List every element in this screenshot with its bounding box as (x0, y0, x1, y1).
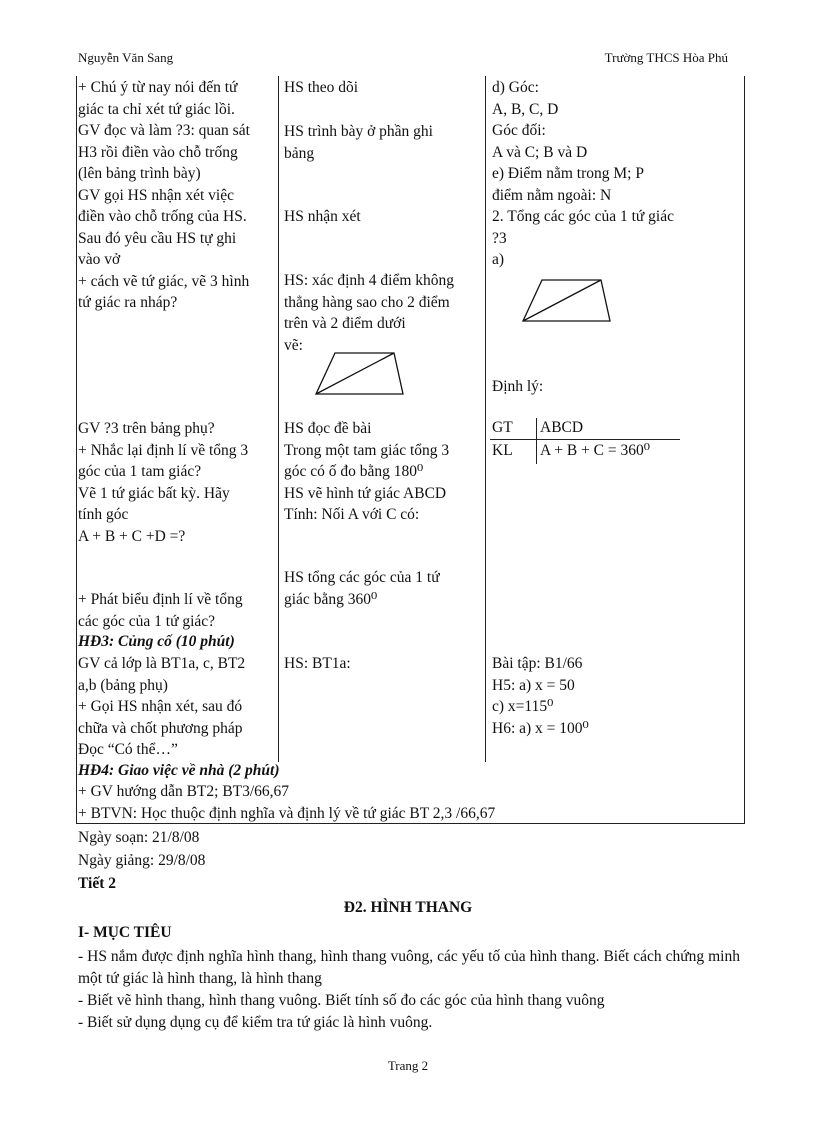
theorem-label: Định lý: (492, 378, 544, 395)
col2-block-a: HS theo dõi (284, 79, 359, 96)
ngay-soan: Ngày soạn: 21/8/08 (78, 829, 200, 846)
objective-item: - Biết sử dụng dụng cụ để kiểm tra tứ giác là hình vuông. (78, 1014, 433, 1031)
page-number: Trang 2 (387, 1058, 429, 1073)
lesson-title: Đ2. HÌNH THANG (343, 899, 473, 916)
quadrilateral-figure-1 (312, 350, 408, 398)
header-school: Trường THCS Hòa Phú (604, 50, 728, 65)
col2-block-f: HS tổng các góc của 1 tứ giác bằng 360⁰ (284, 569, 440, 608)
section-heading: I- MỤC TIÊU (78, 924, 172, 941)
kl-value: A + B + C = 360⁰ (540, 442, 650, 459)
col2-block-g: HS: BT1a: (284, 655, 351, 672)
header-author: Nguyễn Văn Sang (78, 50, 174, 65)
ngay-giang: Ngày giảng: 29/8/08 (78, 852, 206, 869)
gt-kl-box (490, 418, 680, 464)
column-divider-1 (278, 76, 279, 762)
col1-block-c: + Phát biểu định lí về tổng các góc của 1 tứ giác? (78, 591, 243, 630)
quadrilateral-figure-2 (519, 277, 615, 325)
col1-block-b: GV ?3 trên bảng phụ? + Nhắc lại định lí về tổng 3 góc của 1 tam giác? Vẽ 1 tứ giác bất kỳ. Hãy tính góc A + B + C +D =? (78, 420, 249, 545)
objective-item: - HS nắm được định nghĩa hình thang, hình thang vuông, các yếu tố của hình thang. Biết cách chứng minh một tứ giác là hình thang, là hình thang (78, 948, 740, 987)
col3-block-a: d) Góc: A, B, C, D Góc đối: A và C; B và D e) Điểm nằm trong M; P điểm nằm ngoài: N 2. Tổng các góc của 1 tứ giác ?3 a) (492, 79, 674, 268)
gt-value: ABCD (540, 419, 584, 436)
col2-block-d: HS: xác định 4 điểm không thẳng hàng sao cho 2 điểm trên và 2 điểm dưới vẽ: (284, 272, 455, 354)
objective-item: - Biết vẽ hình thang, hình thang vuông. Biết tính số đo các góc của hình thang vuông (78, 992, 605, 1009)
kl-label: KL (492, 442, 513, 459)
hd4-lines: + GV hướng dẫn BT2; BT3/66,67 + BTVN: Học thuộc định nghĩa và định lý về tứ giác BT 2,3 /66,67 (78, 783, 496, 822)
hd4-title: HĐ4: Giao việc về nhà (2 phút) (78, 762, 280, 779)
gt-label: GT (492, 419, 513, 436)
col1-block-a: + Chú ý từ nay nói đến tứ giác ta chỉ xét tứ giác lồi. GV đọc và làm ?3: quan sát H3 rồi điền vào chỗ trống (lên bảng trình bày) GV gọi HS nhận xét việc điền vào chỗ trống của HS. Sau đó yêu cầu HS tự ghi vào vở + cách vẽ tứ giác, vẽ 3 hình tứ giác ra nháp? (78, 79, 250, 311)
col3-block-b: Bài tập: B1/66 H5: a) x = 50 c) x=115⁰ H6: a) x = 100⁰ (492, 655, 589, 737)
tiet: Tiết 2 (78, 875, 117, 892)
hd3-title: HĐ3: Củng cố (10 phút) (78, 633, 235, 650)
col2-block-b: HS trình bày ở phần ghi bảng (284, 123, 433, 162)
col2-block-c: HS nhận xét (284, 208, 361, 225)
column-divider-2 (485, 76, 486, 762)
col1-block-d: GV cả lớp là BT1a, c, BT2 a,b (bảng phụ) + Gọi HS nhận xét, sau đó chữa và chốt phương pháp Đọc “Có thể…” (78, 655, 246, 758)
objectives (78, 946, 740, 1034)
col2-block-e: HS đọc đề bài Trong một tam giác tổng 3 góc có ố đo bằng 180⁰ HS vẽ hình tứ giác ABCD Tính: Nối A với C có: (284, 420, 450, 523)
